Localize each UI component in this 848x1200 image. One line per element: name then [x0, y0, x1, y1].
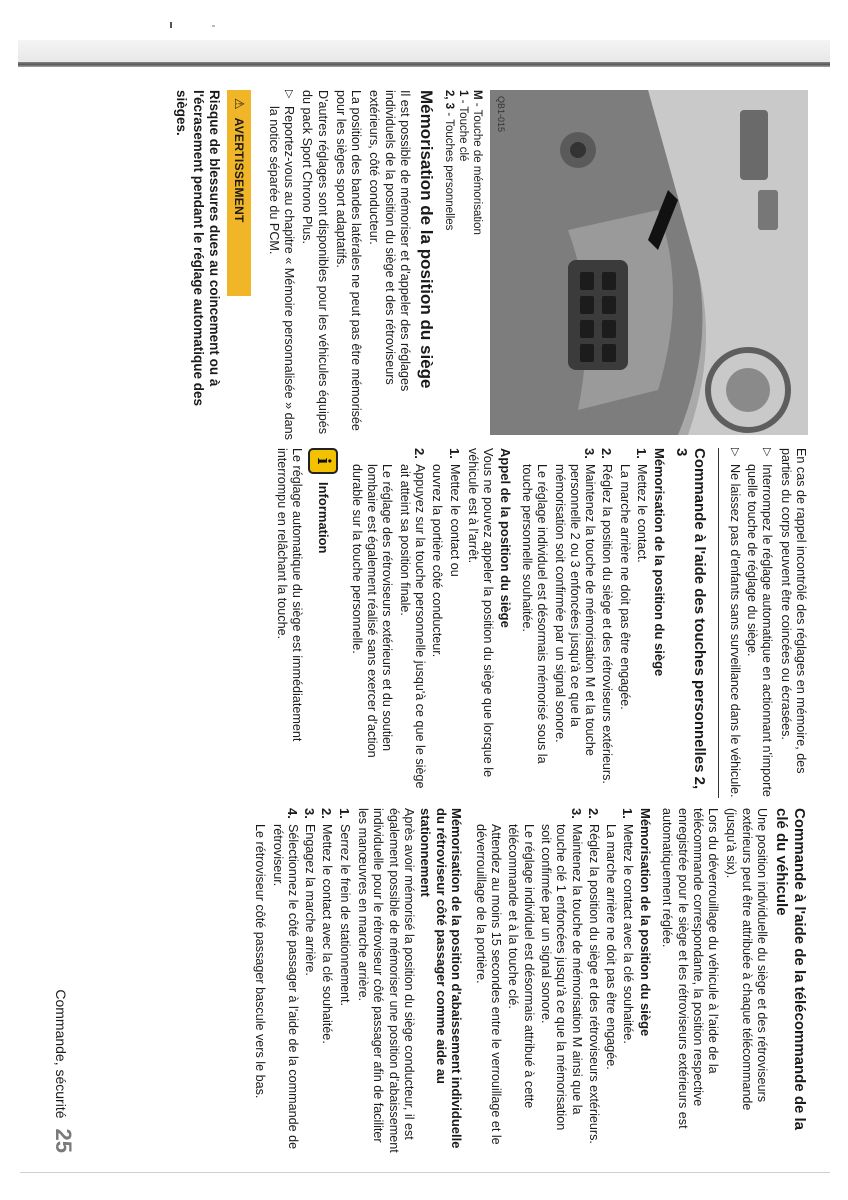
section-heading: Mémorisation de la position du siège: [417, 90, 436, 389]
paragraph: Vous ne pouvez appeler la position du siège que lorsque le véhicule est à l'arrêt.: [465, 448, 496, 778]
info-text: Le réglage automatique du siège est immédiatement interrompu en relâchant la touche.: [275, 448, 305, 742]
step-item: 2. Réglez la position du siège et des rétroviseurs extérieurs.: [585, 808, 601, 1144]
step-note: Le rétroviseur côté passager bascule vers le bas.: [253, 824, 268, 1099]
warning-text: Risque de blessures dues au coincement ou à l'écrasement pendant le réglage automatique des sièges.: [174, 90, 223, 407]
section-heading: Commande à l'aide de la télécommande de la clé du véhicule: [773, 808, 808, 1131]
paragraph: Lors du déverrouillage du véhicule à l'aide de la télécommande correspondante, la position respective enregistrée pour le siège et les rétroviseurs extérieurs est automatiquement réglée.: [660, 808, 721, 1129]
bullet-triangle-icon: ▷: [728, 448, 741, 457]
step-note: La marche arrière ne doit pas être engagée.: [604, 824, 619, 1070]
scan-speck: [170, 22, 172, 28]
subheading: Mémorisation de la position d'abaissement individuelle du rétroviseur côté passager comme aide au stationnement: [418, 808, 465, 1149]
step-note: Attendez au moins 15 secondes entre le verrouillage et le déverrouillage de la portière.: [473, 824, 504, 1145]
bullet-triangle-icon: ▷: [282, 90, 295, 99]
scan-bottom-line: [20, 1172, 830, 1173]
seat-memory-photo: [490, 90, 808, 435]
step-item: 3. Maintenez la touche de mémorisation M ainsi que la touche clé 1 enfoncées jusqu'à ce que la mémorisation soit confirmée par un signal sonore.: [538, 808, 584, 1131]
photo-code: QB1-015: [496, 96, 506, 133]
step-item: 2. Appuyez sur la touche personnelle jusqu'à ce que le siège ait atteint sa position finale.: [397, 448, 427, 789]
step-item: 2. Mettez le contact avec la clé souhaitée.: [319, 808, 335, 1044]
paragraph: Une position individuelle du siège et des rétroviseurs extérieurs peut être attribuée à chaque télécommande (jusqu'à six).: [724, 808, 769, 1111]
footer-section: Commande, sécurité: [53, 989, 69, 1119]
page-number: 25: [51, 1128, 76, 1153]
paragraph: En cas de rappel incontrôlé des réglages en mémoire, des parties du corps peuvent être coincées ou écrasées.: [778, 448, 808, 774]
warning-label: AVERTISSEMENT: [232, 117, 247, 223]
photo-legend: [442, 90, 484, 440]
warning-banner: [227, 90, 251, 296]
legend-item: 2, 3 - Touches personnelles: [443, 90, 455, 231]
column-personal-keys: [271, 448, 808, 798]
paragraph: Après avoir mémorisé la position du siège conducteur, il est également possible de mémoriser une position d'abaissement individuelle pour le rétroviseur côté passager afin de faciliter les manœuvres en marche arrière.: [356, 808, 416, 1153]
step-note: Le réglage des rétroviseurs extérieurs et du soutien lombaire est également réalisé sans exercer d'action durable sur la touche personnelle.: [349, 464, 395, 758]
scan-speck: [212, 25, 215, 27]
step-note: ouvrez la portière côté conducteur.: [430, 464, 445, 658]
step-item: 1. Mettez le contact.: [634, 448, 650, 563]
paragraph: La position des bandes latérales ne peut pas être mémorisée pour les sièges sport adaptatifs.: [333, 90, 364, 431]
step-note: Le réglage individuel est désormais attribué à cette télécommande et à la touche clé.: [506, 824, 536, 1109]
paragraph: Il est possible de mémoriser et d'appeler des réglages individuels de la position du siège et des rétroviseurs extérieurs, côté conducteur.: [367, 90, 412, 392]
bullet-item: ▷ Reportez-vous au chapitre « Mémoire personnalisée » dans la notice séparée du PCM.: [266, 90, 296, 440]
bullet-item: ▷ Interrompez le réglage automatique en actionnant n'importe quelle touche de réglage du siège.: [745, 448, 775, 797]
manual-page: [48, 90, 808, 1160]
step-note: Le réglage individuel est désormais mémorisé sous la touche personnelle souhaitée.: [519, 464, 550, 764]
door-panel-illustration: [490, 90, 808, 435]
subheading: Appel de la position du siège: [497, 448, 513, 628]
step-item: 3. Engagez la marche arrière.: [302, 808, 318, 976]
page-footer: [50, 808, 76, 1153]
warning-icon: ⚠: [232, 98, 248, 110]
step-item: 2. Réglez la position du siège et des rétroviseurs extérieurs.: [599, 448, 615, 784]
step-item: 1. Mettez le contact ou: [446, 448, 462, 577]
paragraph: D'autres réglages sont disponibles pour les véhicules équipés du pack Sport Chrono Plus.: [300, 90, 330, 435]
section-heading: Commande à l'aide des touches personnelles 2, 3: [673, 448, 708, 790]
info-title: Information: [315, 482, 331, 554]
bullet-item: ▷ Ne laissez pas d'enfants sans surveillance dans le véhicule.: [727, 448, 742, 798]
info-header: [308, 448, 338, 798]
legend-item: M - Touche de mémorisation: [471, 90, 483, 235]
bullet-triangle-icon: ▷: [761, 448, 774, 457]
step-item: 3. Maintenez la touche de mémorisation M et la touche personnelle 2 ou 3 enfoncées jusqu'à ce que la mémorisation soit confirmée par un signal sonore.: [552, 448, 598, 756]
legend-item: 1 - Touche clé: [457, 90, 469, 162]
step-item: 1. Mettez le contact avec la clé souhaitée.: [620, 808, 636, 1044]
scan-shadow: [18, 40, 830, 62]
column-memory-intro: [173, 90, 808, 440]
step-item: 1. Serrez le frein de stationnement.: [336, 808, 352, 1007]
column-remote-key: [250, 808, 808, 1153]
subheading: Mémorisation de la position du siège: [651, 448, 667, 677]
step-item: 4. Sélectionnez le côté passager à l'aide de la commande de rétroviseur.: [270, 808, 300, 1150]
section-divider: [718, 448, 719, 798]
subheading: Mémorisation de la position du siège: [637, 808, 653, 1037]
info-icon: i: [308, 448, 338, 474]
step-note: La marche arrière ne doit pas être engagée.: [617, 464, 632, 710]
scan-edge: [18, 62, 830, 67]
